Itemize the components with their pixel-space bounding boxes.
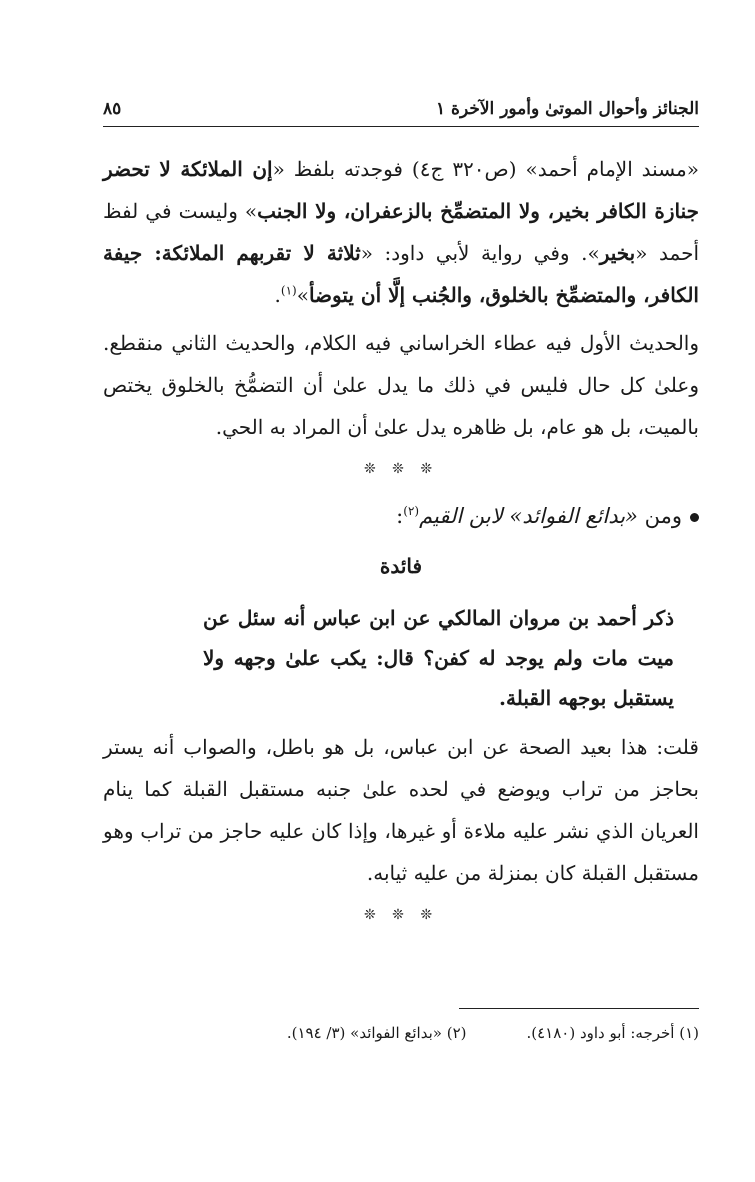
quoted-benefit: ذكر أحمد بن مروان المالكي عن ابن عباس أنه سئل عن ميت مات ولم يوجد له كفن؟ قال: يكب علىٰ وجهه ولا يستقبل بوجهه القبلة.: [203, 606, 674, 710]
footnote-2: (٢) «بدائع الفوائد» (٣/ ١٩٤).: [286, 1024, 467, 1042]
bullet-icon: [690, 513, 699, 522]
hadith-text-plain: » وليست في لفظ أحمد «: [103, 199, 700, 265]
footnote-divider: [459, 1008, 699, 1009]
hadith-text-plain: .: [274, 283, 281, 307]
footnotes: [103, 1018, 699, 1048]
running-title: الجنائز وأحوال الموتىٰ وأمور الآخرة ١: [436, 99, 699, 119]
paragraph-commentary: والحديث الأول فيه عطاء الخراساني فيه الكلام، والحديث الثاني منقطع. وعلىٰ كل حال فليس في ذلك ما يدل علىٰ أن التضمُّخ بالخلوق يختص بالميت، بل هو عام، بل ظاهره يدل علىٰ أن المراد به الحي.: [103, 331, 699, 439]
section-title: فائدة: [379, 554, 423, 578]
source-name: «بدائع الفوائد» لابن القيم: [419, 504, 638, 528]
page-content: [103, 148, 699, 940]
footnote-ref-2: (٢): [403, 504, 420, 518]
hadith-text-bold: بخير: [599, 241, 636, 265]
source-suffix: :: [396, 504, 404, 528]
hadith-text-plain: ». وفي رواية لأبي داود: «: [360, 241, 600, 265]
hadith-text-plain: »: [296, 283, 309, 307]
footnote-ref-1: (١): [280, 283, 297, 298]
running-header: [103, 92, 699, 127]
hadith-text-bold: إن الملائكة لا تحضر جنازة الكافر بخير، ولا المتضمِّخ بالزعفران، ولا الجنب: [103, 157, 699, 223]
page-number: ٨٥: [103, 99, 122, 119]
source-line: [103, 494, 699, 538]
hadith-text-plain: «مسند الإمام أحمد» (ص٣٢٠ ج٤) فوجدته بلفظ «: [272, 157, 699, 181]
section-separator: ❊ ❊ ❊: [363, 907, 439, 923]
paragraph-hadith-text: [103, 148, 699, 316]
source-prefix: ومن: [644, 504, 682, 528]
hadith-text-bold: ثلاثة لا تقربهم الملائكة: جيفة الكافر، والمتضمِّخ بالخلوق، والجُنب إلَّا أن يتوضأ: [103, 241, 699, 307]
paragraph-response: قلت: هذا بعيد الصحة عن ابن عباس، بل هو باطل، والصواب أنه يستر بحاجز من تراب ويوضع في لحده علىٰ جنبه مستقبل القبلة كما ينام العريان الذي نشر عليه ملاءة أو غيرها، وإذا كان عليه حاجز من تراب وهو مستقبل القبلة كان بمنزلة من عليه ثيابه.: [103, 735, 699, 885]
footnote-1: (١) أخرجه: أبو داود (٤١٨٠).: [526, 1024, 699, 1042]
section-separator: ❊ ❊ ❊: [363, 461, 439, 477]
